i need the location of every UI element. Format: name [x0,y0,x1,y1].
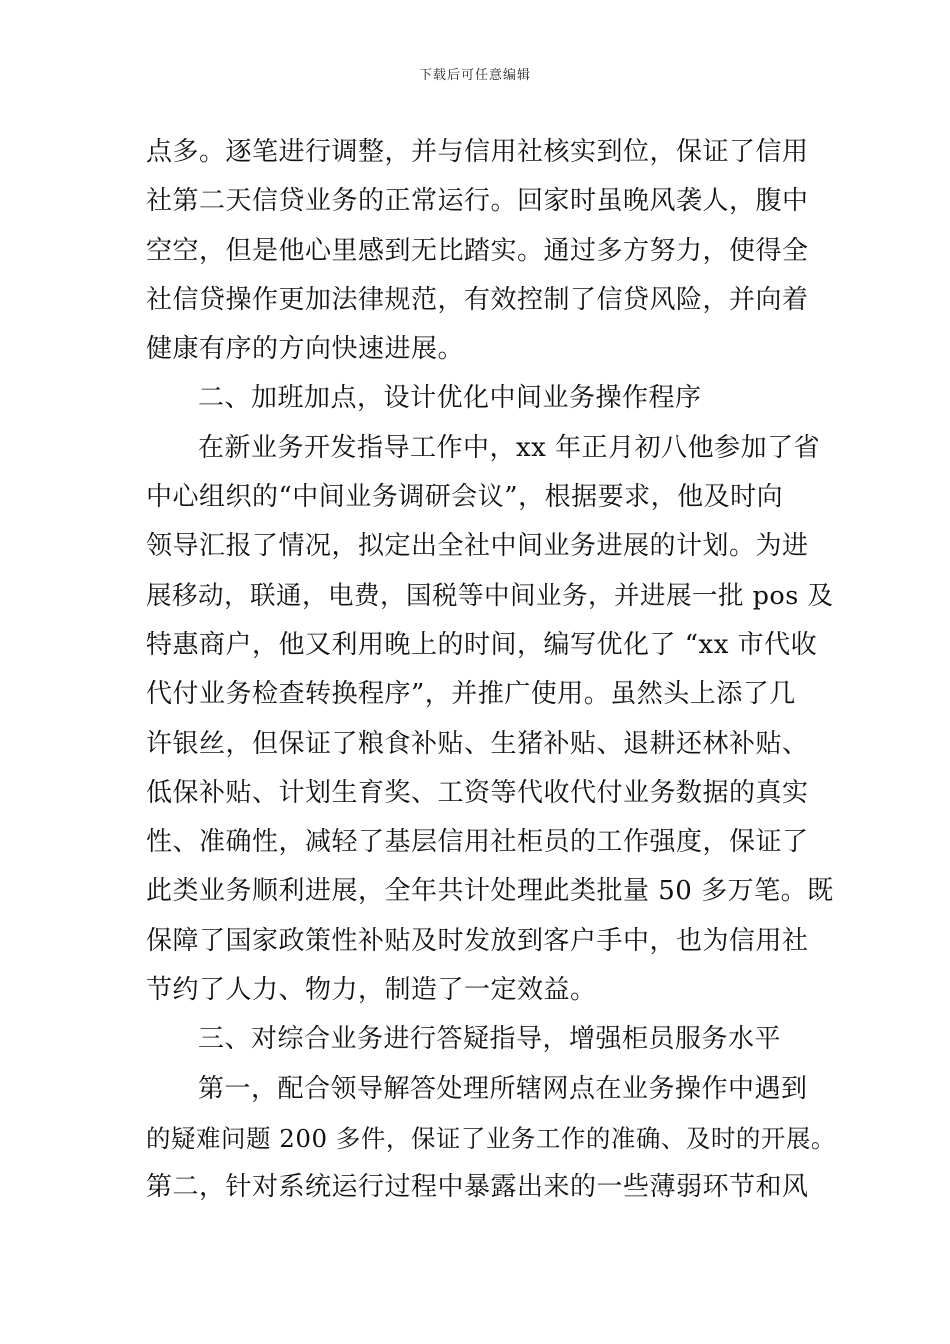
text-line: 点多。逐笔进行调整，并与信用社核实到位，保证了信用 [146,137,809,167]
text-line: 健康有序的方向快速进展。 [146,334,465,365]
text-line: 第一，配合领导解答处理所辖网点在业务操作中遇到 [198,1073,808,1104]
text-line: 代付业务检查转换程序”，并推广使用。虽然头上添了几 [146,679,796,710]
text-line: 的疑难问题 200 多件，保证了业务工作的准确、及时的开展。 [146,1123,836,1153]
text-line: 展移动，联通，电费，国税等中间业务，并进展一批 pos 及 [146,580,834,611]
text-line: 第二，针对系统运行过程中暴露出来的一些薄弱环节和风 [146,1172,809,1203]
text-line: 节约了人力、物力，制造了一定效益。 [146,975,597,1006]
text-line: 低保补贴、计划生育奖、工资等代收代付业务数据的真实 [146,777,809,808]
page-header: 下载后可任意编辑 [418,68,531,83]
text-line: 此类业务顺利进展，全年共计处理此类批量 50 多万笔。既 [146,876,834,907]
text-line: 中心组织的“中间业务调研会议”，根据要求，他及时向 [146,482,784,513]
text-line: 特惠商户，他又利用晚上的时间，编写优化了 “xx 市代收 [146,629,818,660]
text-line: 三、对综合业务进行答疑指导，增强柜员服务水平 [198,1024,782,1055]
text-line: 许银丝，但保证了粮食补贴、生猪补贴、退耕还林补贴、 [146,728,809,759]
text-line: 空空，但是他心里感到无比踏实。通过多方努力，使得全 [146,235,809,266]
text-line: 领导汇报了情况，拟定出全社中间业务进展的计划。为进 [146,531,809,562]
text-line: 性、准确性，减轻了基层信用社柜员的工作强度，保证了 [146,827,809,858]
text-line: 在新业务开发指导工作中，xx 年正月初八他参加了省 [198,432,821,463]
text-line: 二、加班加点，设计优化中间业务操作程序 [198,383,702,414]
text-line: 社第二天信贷业务的正常运行。回家时虽晚风袭人，腹中 [146,186,809,217]
document-body [146,128,846,1213]
text-line: 保障了国家政策性补贴及时发放到客户手中，也为信用社 [146,925,809,956]
text-line: 社信贷操作更加法律规范，有效控制了信贷风险，并向着 [146,284,809,315]
